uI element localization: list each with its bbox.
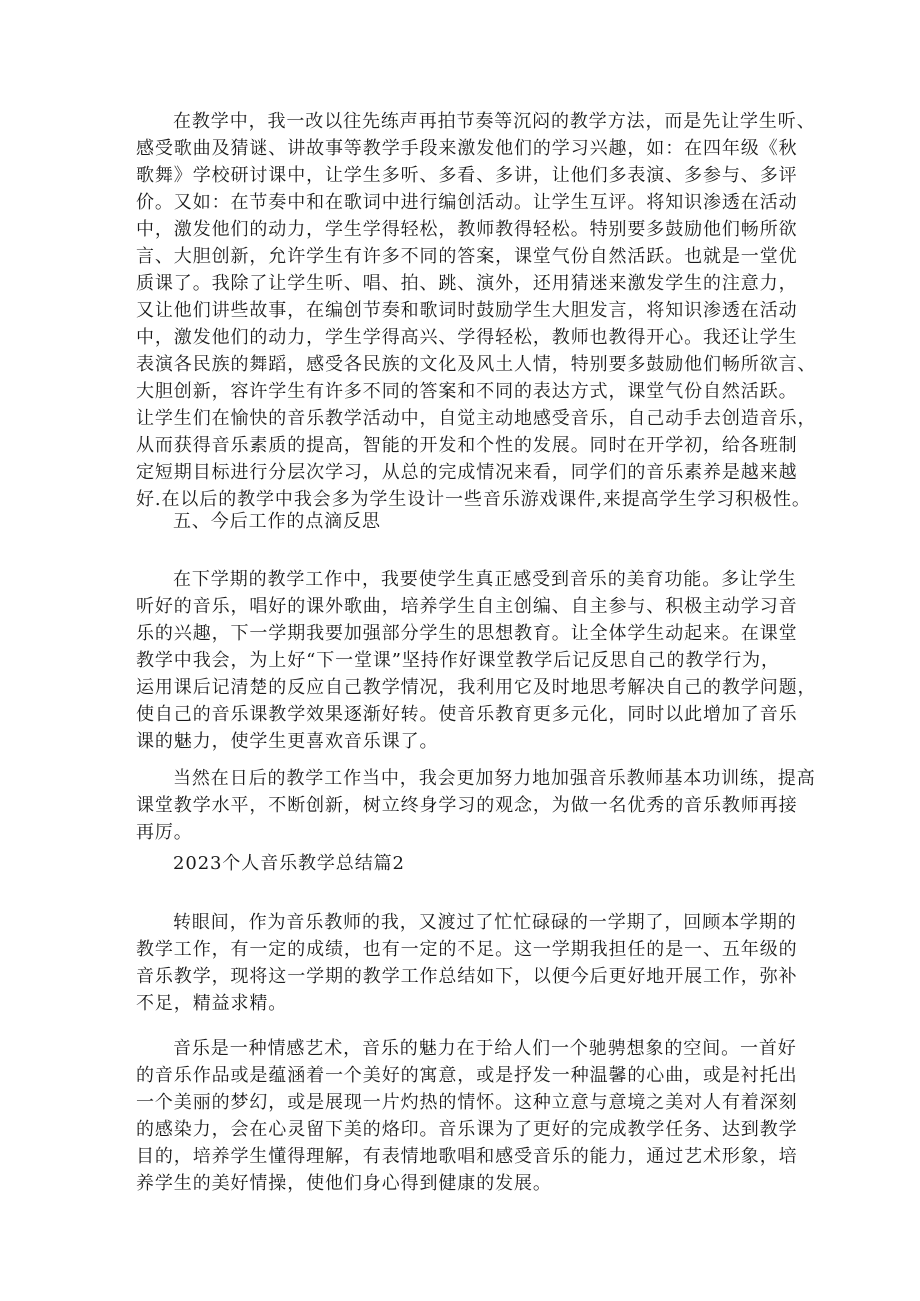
paragraph-line: 养学生的美好情操，使他们身心得到健康的发展。 [136,1173,552,1194]
paragraph-line: 教学中我会，为上好“下一堂课”坚持作好课堂教学后记反思自己的教学行为， [136,650,780,671]
paragraph-line: 在下学期的教学工作中，我要使学生真正感受到音乐的美育功能。多让学生 [173,569,797,590]
paragraph-line: 大胆创新，容许学生有许多不同的答案和不同的表达方式，课堂气份自然活跃。 [136,381,798,402]
paragraph-line: 价。又如：在节奏中和在歌词中进行编创活动。让学生互评。将知识渗透在活动 [136,192,798,213]
paragraph-line: 在教学中，我一改以往先练声再拍节奏等沉闷的教学方法，而是先让学生听、 [173,111,816,132]
paragraph-line: 听好的音乐，唱好的课外歌曲，培养学生自主创编、自主参与、积极主动学习音 [136,596,798,617]
paragraph-next-semester [136,566,817,755]
paragraph-line: 一个美丽的梦幻，或是展现一片灼热的情怀。这种立意与意境之美对人有着深刻 [136,1092,798,1113]
paragraph-line: 乐的兴趣，下一学期我要加强部分学生的思想教育。让全体学生动起来。在课堂 [136,623,798,644]
paragraph-line: 音乐教学，现将这一学期的教学工作总结如下，以便今后更好地开展工作，弥补 [136,966,798,987]
paragraph-line: 的音乐作品或是蕴涵着一个美好的寓意，或是抒发一种温馨的心曲，或是衬托出 [136,1065,798,1086]
paragraph-line: 课堂教学水平，不断创新，树立终身学习的观念，为做一名优秀的音乐教师再接 [136,795,798,816]
paragraph-line: 目的，培养学生懂得理解，有表情地歌唱和感受音乐的能力，通过艺术形象，培 [136,1146,798,1167]
paragraph-line: 定短期目标进行分层次学习，从总的完成情况来看，同学们的音乐素养是越来越 [136,462,798,483]
paragraph-line: 好.在以后的教学中我会多为学生设计一些音乐游戏课件,来提高学生学习积极性。 [136,489,811,510]
paragraph-line: 使自己的音乐课教学效果逐渐好转。使音乐教育更多元化，同时以此增加了音乐 [136,704,798,725]
paragraph-line: 让学生们在愉快的音乐教学活动中，自觉主动地感受音乐，自己动手去创造音乐， [136,408,817,429]
paragraph-line: 又让他们讲些故事，在编创节奏和歌词时鼓励学生大胆发言，将知识渗透在活动 [136,300,798,321]
paragraph-semester-review [136,909,796,1017]
paragraph-line: 再厉。 [136,822,193,843]
paragraph-line: 质课了。我除了让学生听、唱、拍、跳、演外，还用猜迷来激发学生的注意力， [136,273,798,294]
paragraph-teaching-methods [136,108,817,513]
paragraph-line: 当然在日后的教学工作当中，我会更加努力地加强音乐教师基本功训练，提高 [173,768,816,789]
section-heading-reflection: 五、今后工作的点滴反思 [173,511,381,532]
paragraph-line: 歌舞》学校研讨课中，让学生多听、多看、多讲，让他们多表演、多参与、多评 [136,165,798,186]
paragraph-line: 的感染力，会在心灵留下美的烙印。音乐课为了更好的完成教学任务、达到教学 [136,1119,798,1140]
paragraph-line: 不足，精益求精。 [136,993,288,1014]
paragraph-line: 表演各民族的舞蹈，感受各民族的文化及风土人情，特别要多鼓励他们畅所欲言、 [136,354,817,375]
paragraph-line: 从而获得音乐素质的提高，智能的开发和个性的发展。同时在开学初，给各班制 [136,435,798,456]
paragraph-music-art [136,1035,796,1197]
paragraph-line: 言、大胆创新，允许学生有许多不同的答案，课堂气份自然活跃。也就是一堂优 [136,246,798,267]
paragraph-line: 教学工作，有一定的成绩，也有一定的不足。这一学期我担任的是一、五年级的 [136,939,798,960]
paragraph-line: 运用课后记清楚的反应自己教学情况，我利用它及时地思考解决自己的教学问题， [136,677,817,698]
paragraph-future-effort [136,765,816,846]
paragraph-line: 感受歌曲及猜谜、讲故事等教学手段来激发他们的学习兴趣，如：在四年级《秋 [136,138,798,159]
paragraph-line: 转眼间，作为音乐教师的我，又渡过了忙忙碌碌的一学期了，回顾本学期的 [173,912,797,933]
paragraph-line: 中，激发他们的动力，学生学得轻松，教师教得轻松。特别要多鼓励他们畅所欲 [136,219,798,240]
paragraph-line: 课的魅力，使学生更喜欢音乐课了。 [136,731,439,752]
section-heading-part-2: 2023个人音乐教学总结篇2 [173,853,405,874]
paragraph-line: 中，激发他们的动力，学生学得高兴、学得轻松，教师也教得开心。我还让学生 [136,327,798,348]
paragraph-line: 音乐是一种情感艺术，音乐的魅力在于给人们一个驰骋想象的空间。一首好 [173,1038,797,1059]
